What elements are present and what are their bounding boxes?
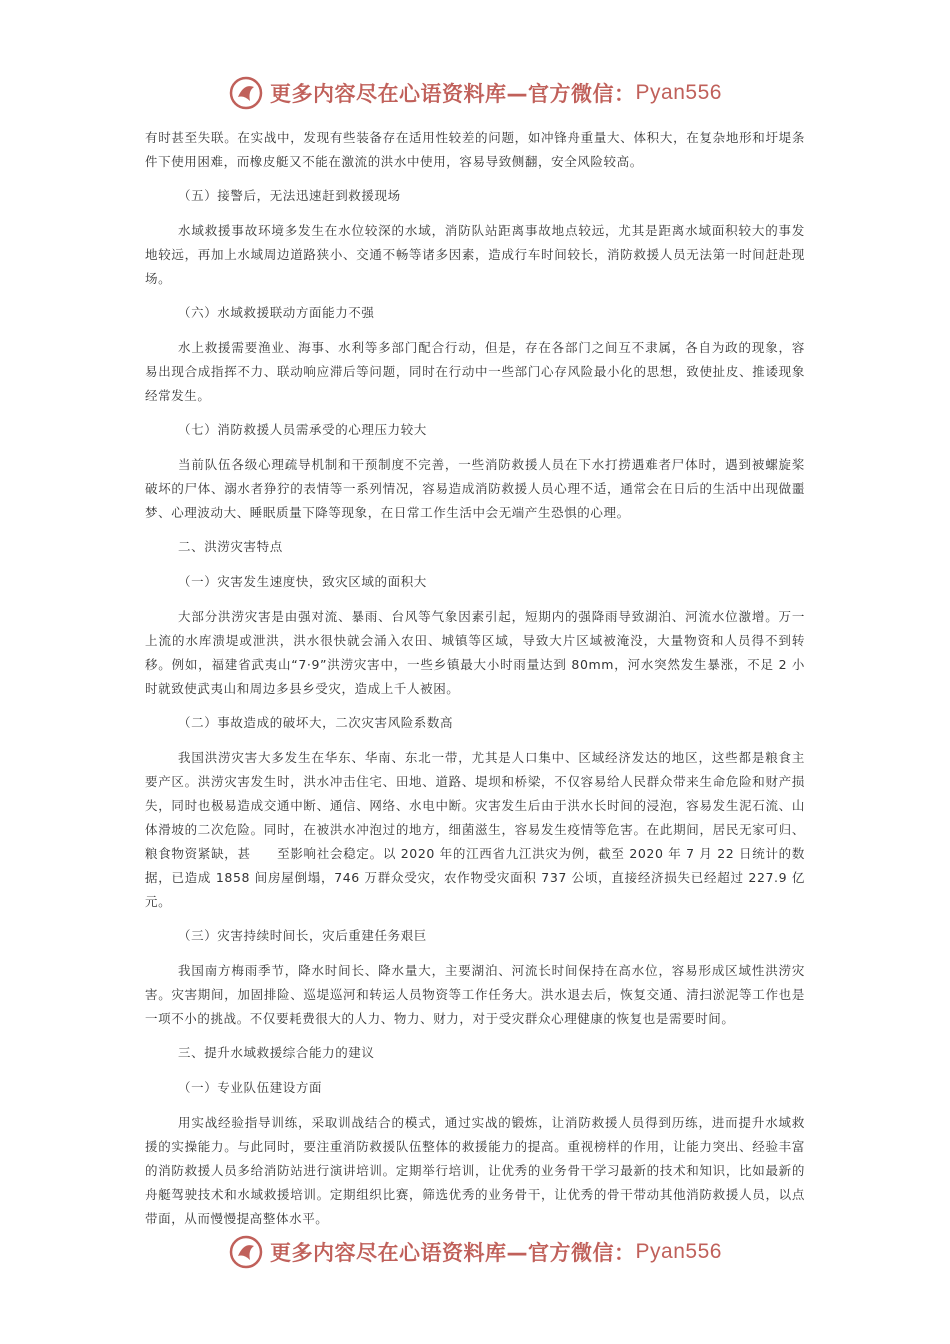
brand-logo-icon [228,75,264,111]
paragraph: 大部分洪涝灾害是由强对流、暴雨、台风等气象因素引起，短期内的强降雨导致湖泊、河流水位激增。万一上流的水库溃堤或泄洪，洪水很快就会涌入农田、城镇等区域，导致大片区域被淹没，大量物资和人员得不到转移。例如，福建省武夷山“7·9”洪涝灾害中，一些乡镇最大小时雨量达到 80mm，河水突然发生暴涨，不足 2 小时就致使武夷山和周边多县乡受灾，造成上千人被困。 [145,609,805,696]
banner-text: 更多内容尽在心语资料库—官方微信： [270,1241,636,1265]
document-body [145,126,805,1241]
paragraph: 我国南方梅雨季节，降水时间长、降水量大，主要湖泊、河流长时间保持在高水位，容易形成区域性洪涝灾害。灾害期间，加固排险、巡堤巡河和转运人员物资等工作任务大。洪水退去后，恢复交通、清扫淤泥等工作也是一项不小的挑战。不仅要耗费很大的人力、物力、财力，对于受灾群众心理健康的恢复也是需要时间。 [145,963,805,1026]
header-watermark-banner [0,73,950,113]
paragraph: 我国洪涝灾害大多发生在华东、华南、东北一带，尤其是人口集中、区域经济发达的地区，这些都是粮食主要产区。洪涝灾害发生时，洪水冲击住宅、田地、道路、堤坝和桥梁，不仅容易给人民群众带来生命危险和财产损失，同时也极易造成交通中断、通信、网络、水电中断。灾害发生后由于洪水长时间的浸泡，容易发生泥石流、山体滑坡的二次危险。同时，在被洪水冲泡过的地方，细菌滋生，容易发生疫情等危害。在此期间，居民无家可归、粮食物资紧缺，甚 至影响社会稳定。以 2020 年的江西省九江洪灾为例，截至 2020 年 7 月 22 日统计的数据，已造成 1858 间房屋倒塌，746 万群众受灾，农作物受灾面积 737 公顷，直接经济损失已经超过 227.9 亿元。 [145,750,805,909]
section-heading: （一）灾害发生速度快，致灾区域的面积大 [178,574,427,589]
brand-logo-icon [228,1234,264,1270]
section-heading: （五）接警后，无法迅速赶到救援现场 [178,188,401,203]
paragraph: 有时甚至失联。在实战中，发现有些装备存在适用性较差的问题，如冲锋舟重量大、体积大，在复杂地形和圩堤条件下使用困难，而橡皮艇又不能在激流的洪水中使用，容易导致侧翻，安全风险较高。 [145,130,805,169]
paragraph: 水上救援需要渔业、海事、水利等多部门配合行动，但是，存在各部门之间互不隶属，各自为政的现象，容易出现合成指挥不力、联动响应滞后等问题，同时在行动中一些部门心存风险最小化的思想，致使扯皮、推诿现象经常发生。 [145,340,805,403]
paragraph: 当前队伍各级心理疏导机制和干预制度不完善，一些消防救援人员在下水打捞遇难者尸体时，遇到被螺旋桨破坏的尸体、溺水者狰狞的表情等一系列情况，容易造成消防救援人员心理不适，通常会在日后的生活中出现做噩梦、心理波动大、睡眠质量下降等现象，在日常工作生活中会无端产生恐惧的心理。 [145,457,805,520]
section-heading: （一）专业队伍建设方面 [178,1080,323,1095]
banner-wechat-id: Pyan556 [635,1240,722,1263]
footer-watermark-banner [0,1232,950,1272]
chapter-heading: 二、洪涝灾害特点 [178,539,283,554]
chapter-heading: 三、提升水域救援综合能力的建议 [178,1045,375,1060]
section-heading: （二）事故造成的破坏大，二次灾害风险系数高 [178,715,454,730]
section-heading: （七）消防救援人员需承受的心理压力较大 [178,422,427,437]
section-heading: （三）灾害持续时间长，灾后重建任务艰巨 [178,928,427,943]
paragraph: 用实战经验指导训练，采取训战结合的模式，通过实战的锻炼，让消防救援人员得到历练，进而提升水域救援的实操能力。与此同时，要注重消防救援队伍整体的救援能力的提高。重视榜样的作用，让能力突出、经验丰富的消防救援人员多给消防站进行演讲培训。定期举行培训，让优秀的业务骨干学习最新的技术和知识，比如最新的舟艇驾驶技术和水域救援培训。定期组织比赛，筛选优秀的业务骨干，让优秀的骨干带动其他消防救援人员，以点带面，从而慢慢提高整体水平。 [145,1115,805,1226]
banner-text: 更多内容尽在心语资料库—官方微信： [270,82,636,106]
paragraph: 水域救援事故环境多发生在水位较深的水域，消防队站距离事故地点较远，尤其是距离水域面积较大的事发地较远，再加上水域周边道路狭小、交通不畅等诸多因素，造成行车时间较长，消防救援人员无法第一时间赶赴现场。 [145,223,805,286]
banner-wechat-id: Pyan556 [635,81,722,104]
section-heading: （六）水域救援联动方面能力不强 [178,305,375,320]
